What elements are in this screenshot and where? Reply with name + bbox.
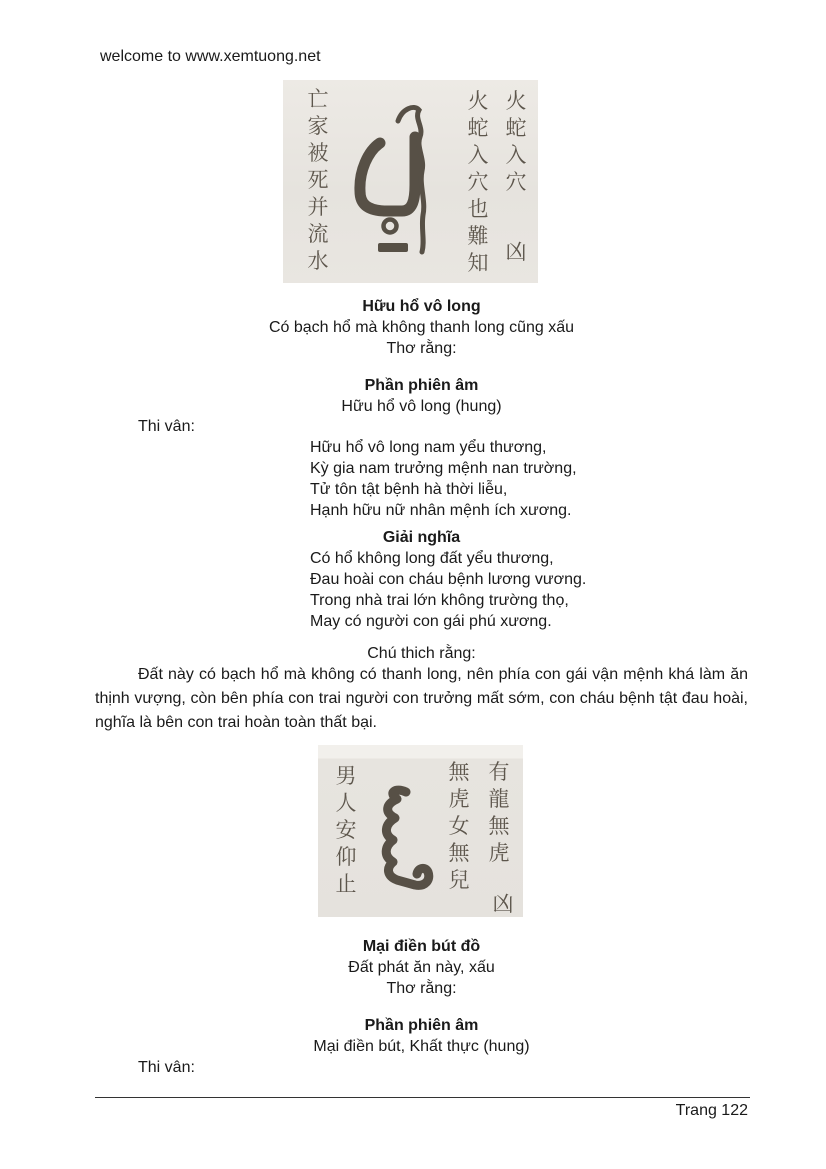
scan1-right-column: 火蛇入穴: [505, 89, 527, 194]
section1-giai-nghia-line: Có hổ không long đất yểu thương,: [310, 550, 554, 567]
section1-thi-van-label: Thi vân:: [138, 418, 195, 435]
page-number: Trang 122: [675, 1102, 748, 1119]
scan2-middle-column: 無虎女無兒: [448, 760, 470, 892]
scan1-verdict-glyph: 凶: [505, 240, 527, 264]
scan1-left-column: 亡家被死并流水: [307, 87, 329, 273]
section1-poem-line: Kỳ gia nam trưởng mệnh nan trường,: [310, 460, 577, 477]
footer-divider: [95, 1097, 750, 1098]
scan2-right-column: 有龍無虎: [488, 760, 510, 865]
section1-phien-am-heading: Phần phiên âm: [364, 377, 479, 394]
scan2-left-column: 男人安仰止: [335, 764, 357, 896]
section1-phien-am-line: Hữu hổ vô long (hung): [341, 398, 502, 415]
section1-tho-rang: Thơ rằng:: [386, 340, 457, 357]
section2-thi-van-label: Thi vân:: [138, 1059, 195, 1076]
dragon-calligraphy-drawing: [373, 785, 438, 897]
section1-poem-line: Hạnh hữu nữ nhân mệnh ích xương.: [310, 502, 572, 519]
section1-giai-nghia-line: May có người con gái phú xương.: [310, 613, 552, 630]
scan-figure-fire-snake: [283, 80, 538, 283]
section1-poem-line: Tử tôn tật bệnh hà thời liễu,: [310, 481, 508, 498]
section1-chu-thich-paragraph: Đất này có bạch hổ mà không có thanh long, nên phía con gái vận mệnh khá làm ăn thịnh vượng, còn bên phía con trai người con trưởng mất sớm, con cháu bệnh tật đau hoài, nghĩa là bên con trai hoàn toàn thất bại.: [95, 666, 748, 731]
scan2-verdict-glyph: 凶: [492, 892, 514, 916]
section1-giai-nghia-line: Trong nhà trai lớn không trường thọ,: [310, 592, 569, 609]
section2-subtitle: Đất phát ăn này, xấu: [348, 959, 495, 976]
site-header-text: welcome to www.xemtuong.net: [100, 48, 321, 65]
section1-giai-nghia-heading: Giải nghĩa: [382, 529, 461, 546]
section1-giai-nghia-line: Đau hoài con cháu bệnh lương vương.: [310, 571, 587, 588]
scan-figure-dragon-no-tiger: [318, 745, 523, 917]
section1-title: Hữu hổ vô long: [362, 298, 481, 315]
section2-tho-rang: Thơ rằng:: [386, 980, 457, 997]
section2-phien-am-line: Mại điền bút, Khất thực (hung): [313, 1038, 530, 1055]
scan1-middle-column: 火蛇入穴也難知: [467, 89, 489, 275]
section1-subtitle: Có bạch hổ mà không thanh long cũng xấu: [268, 319, 575, 336]
section1-poem-line: Hữu hổ vô long nam yểu thương,: [310, 439, 547, 456]
section1-chu-thich-heading: Chú thich rằng:: [367, 645, 476, 662]
snake-calligraphy-drawing: [328, 93, 463, 261]
section2-title: Mại điền bút đồ: [362, 938, 481, 955]
section2-phien-am-heading: Phần phiên âm: [364, 1017, 479, 1034]
